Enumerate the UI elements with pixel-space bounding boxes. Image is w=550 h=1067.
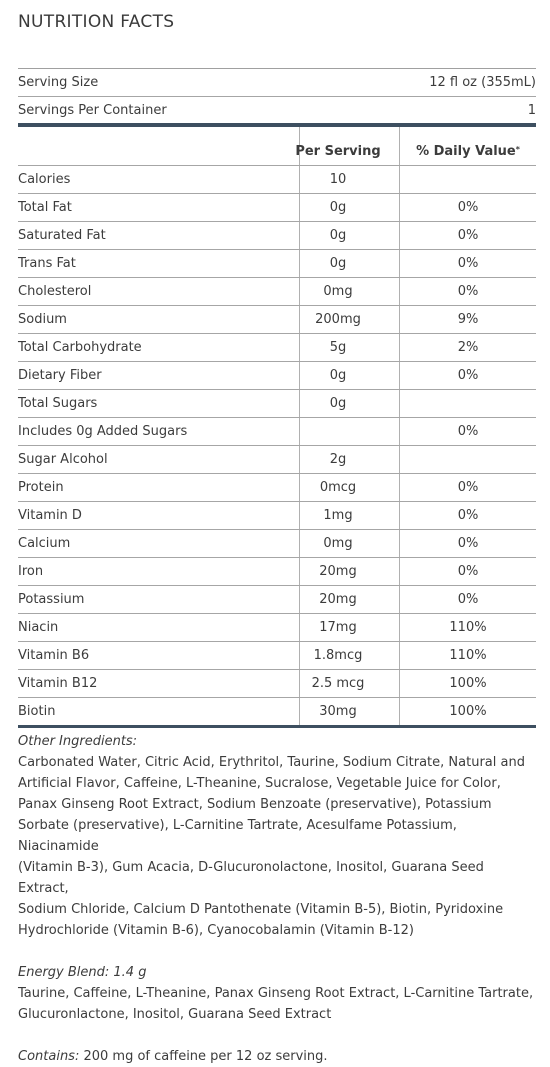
nutrient-name: Total Sugars (18, 396, 98, 411)
nutrient-daily-value: 0% (457, 256, 479, 271)
table-row (18, 278, 536, 306)
table-header-row (18, 127, 536, 166)
table-row (18, 474, 536, 502)
nutrient-amount: 1mg (323, 508, 353, 523)
nutrient-daily-value: 0% (457, 200, 479, 215)
text-line: Carbonated Water, Citric Acid, Erythritol, Taurine, Sodium Citrate, Natural and (18, 755, 525, 770)
table-row (18, 614, 536, 642)
nutrient-name: Biotin (18, 704, 56, 719)
nutrient-name: Includes 0g Added Sugars (18, 424, 188, 439)
serving-size-row (18, 69, 536, 97)
nutrient-amount: 10 (329, 172, 347, 187)
header-asterisk: * (515, 145, 520, 154)
nutrient-daily-value: 100% (449, 676, 487, 691)
nutrient-name: Cholesterol (18, 284, 92, 299)
text-line: Glucuronlactone, Inositol, Guarana Seed Extract (18, 1007, 332, 1022)
servings-per-container-row (18, 97, 536, 127)
nutrient-name: Vitamin D (18, 508, 82, 523)
nutrient-amount: 0g (329, 368, 347, 383)
nutrient-amount: 20mg (319, 592, 357, 607)
nutrient-name: Trans Fat (18, 256, 76, 271)
text-line: Taurine, Caffeine, L-Theanine, Panax Ginseng Root Extract, L-Carnitine Tartrate, (18, 986, 534, 1001)
nutrient-name: Dietary Fiber (18, 368, 102, 383)
table-row (18, 530, 536, 558)
table-row (18, 670, 536, 698)
nutrient-name: Vitamin B12 (18, 676, 98, 691)
header-per-serving: Per Serving (295, 144, 381, 159)
nutrient-daily-value: 110% (449, 648, 487, 663)
nutrient-name: Vitamin B6 (18, 648, 90, 663)
nutrient-name: Sugar Alcohol (18, 452, 108, 467)
table-row (18, 362, 536, 390)
contains-section (18, 1046, 536, 1067)
contains-text: 200 mg of caffeine per 12 oz serving. (79, 1049, 328, 1064)
nutrient-amount: 2.5 mcg (311, 676, 365, 691)
nutrient-name: Calories (18, 172, 71, 187)
nutrient-amount: 20mg (319, 564, 357, 579)
nutrient-daily-value: 0% (457, 536, 479, 551)
table-row (18, 222, 536, 250)
nutrient-name: Niacin (18, 620, 59, 635)
nutrient-amount: 2g (329, 452, 347, 467)
table-row (18, 418, 536, 446)
nutrient-name: Calcium (18, 536, 71, 551)
nutrient-amount: 0g (329, 256, 347, 271)
other-ingredients-section (18, 731, 536, 941)
nutrient-daily-value: 0% (457, 508, 479, 523)
header-daily-value-text: % Daily Value (416, 144, 516, 159)
nutrient-daily-value: 9% (457, 312, 479, 327)
table-row (18, 390, 536, 418)
nutrient-daily-value: 2% (457, 340, 479, 355)
table-row (18, 698, 536, 728)
table-row (18, 194, 536, 222)
text-line: Panax Ginseng Root Extract, Sodium Benzoate (preservative), Potassium (18, 797, 492, 812)
table-row (18, 502, 536, 530)
text-line: Artificial Flavor, Caffeine, L-Theanine, Sucralose, Vegetable Juice for Color, (18, 776, 501, 791)
table-row (18, 642, 536, 670)
text-line: (Vitamin B-3), Gum Acacia, D-Glucuronolactone, Inositol, Guarana Seed Extract, (18, 860, 484, 896)
nutrient-name: Potassium (18, 592, 85, 607)
nutrient-name: Total Fat (18, 200, 72, 215)
energy-blend-heading: Energy Blend: 1.4 g (18, 965, 147, 980)
table-row (18, 586, 536, 614)
nutrient-amount: 0mcg (319, 480, 357, 495)
table-row (18, 250, 536, 278)
serving-size-label: Serving Size (18, 75, 99, 90)
text-line: Sorbate (preservative), L-Carnitine Tartrate, Acesulfame Potassium, Niacinamide (18, 818, 457, 854)
nutrient-amount: 17mg (319, 620, 357, 635)
nutrient-amount: 0g (329, 396, 347, 411)
nutrient-name: Saturated Fat (18, 228, 106, 243)
nutrient-daily-value: 110% (449, 620, 487, 635)
nutrient-daily-value: 0% (457, 480, 479, 495)
nutrient-amount: 5g (329, 340, 347, 355)
nutrient-name: Protein (18, 480, 64, 495)
other-ingredients-heading: Other Ingredients: (18, 734, 138, 749)
nutrient-amount: 0g (329, 228, 347, 243)
nutrition-panel (18, 0, 536, 1067)
nutrient-rows (18, 166, 536, 728)
table-row (18, 446, 536, 474)
nutrient-daily-value: 0% (457, 424, 479, 439)
nutrient-amount: 0g (329, 200, 347, 215)
nutrient-daily-value: 0% (457, 228, 479, 243)
table-row (18, 306, 536, 334)
page-title: NUTRITION FACTS (18, 12, 175, 32)
nutrient-amount: 0mg (323, 536, 353, 551)
nutrient-amount: 30mg (319, 704, 357, 719)
nutrient-name: Iron (18, 564, 44, 579)
nutrient-daily-value: 0% (457, 368, 479, 383)
serving-size-value: 12 fl oz (355mL) (429, 75, 536, 90)
text-line: Hydrochloride (Vitamin B-6), Cyanocobalamin (Vitamin B-12) (18, 923, 414, 938)
table-row (18, 334, 536, 362)
nutrient-daily-value: 0% (457, 284, 479, 299)
nutrient-amount: 1.8mcg (313, 648, 363, 663)
nutrient-amount: 200mg (315, 312, 361, 327)
nutrient-daily-value: 0% (457, 592, 479, 607)
table-row (18, 166, 536, 194)
nutrient-daily-value: 0% (457, 564, 479, 579)
nutrient-name: Total Carbohydrate (18, 340, 142, 355)
nutrient-daily-value: 100% (449, 704, 487, 719)
energy-blend-section (18, 962, 536, 1025)
energy-blend-text (18, 983, 536, 1025)
servings-per-container-value: 1 (527, 102, 536, 118)
contains-label: Contains: (18, 1049, 80, 1064)
other-ingredients-text (18, 752, 536, 941)
header-daily-value (398, 144, 538, 165)
nutrient-table (18, 127, 536, 728)
nutrient-amount: 0mg (323, 284, 353, 299)
text-line: Sodium Chloride, Calcium D Pantothenate (Vitamin B-5), Biotin, Pyridoxine (18, 902, 504, 917)
servings-per-container-label: Servings Per Container (18, 102, 167, 118)
table-row (18, 558, 536, 586)
nutrient-name: Sodium (18, 312, 67, 327)
